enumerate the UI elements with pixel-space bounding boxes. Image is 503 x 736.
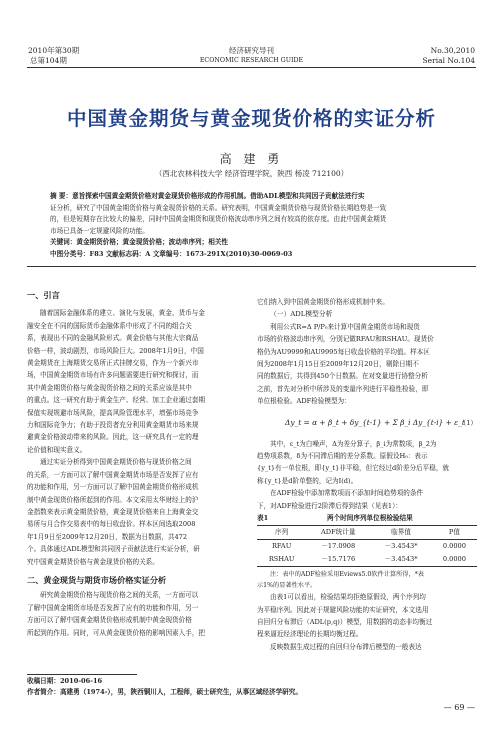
text-line: 其中黄金期货价格与黄金现货价格之间的关系应该是其中 [27,383,192,392]
text-line: 保值实现规避市场风险，提高风险管理水平，增强市场竞争 [27,408,199,417]
text-line: 示1%的显著性水平。 [257,582,317,590]
section-heading-intro: 一、引言 [27,290,60,300]
section-heading-analysis: 二、黄金现货与期货市场价格实证分析 [27,574,167,585]
text-line: 反映数据生成过程的自回归分布滞后模型的一般表达 [270,642,422,651]
text-line: 它们纳入到中国黄金期货价格形成机制中来。 [257,298,389,306]
text-line: 方面可以了解中国黄金期货价格形成机制中黄金现货价格 [27,616,192,625]
table-header-cell: 临界值 [391,528,411,537]
text-line: 金指数来表示黄金期货价格，黄金现货价格来自上海黄金交 [27,507,199,516]
table-cell: 0.0000 [442,555,466,564]
table-label: 表1 [257,514,269,523]
text-line: 称{y_t}是d阶单整的，记为I(d)。 [257,476,358,485]
text-line: 论价值和现实意义。 [27,445,87,454]
text-line: 单位根检验。ADF检验模型为： [257,397,351,406]
article-title: 中国黄金期货与黄金现货价格的实证分析 [66,107,436,130]
text-line: 由表1可以看出，检验结果均拒绝原假设，两个序列均 [270,593,426,602]
table-cell: RSHAU [268,555,295,564]
affiliation: （西北农林科技大学 经济管理学院，陕西 杨凌 712100） [154,169,349,178]
table-title: 两个时间序列单位根检验结果 [327,514,413,523]
text-line: 间为2008年1月15日至2009年12月20日，剔除日期不 [257,360,419,369]
text-line: 黄金期货在上海期货交易所正式挂牌交易，作为一个新兴市 [27,359,199,368]
text-line: 市场的价格波动串序列，分别记做RFAU和RSHAU。现货价 [257,335,434,344]
text-line: {y_t}有一单位根，即{y_t}非平稳，但它经过d阶差分后平稳，就 [257,464,450,473]
text-line: 趋势项系数，δ为不同滞后期的差分系数。原假设H₀：表示 [257,452,428,461]
table-header-cell: P值 [448,528,460,537]
text-line: 年1月9日至2009年12月20日，数据为日数据，共472 [27,532,188,541]
author-name: 高 建 勇 [219,152,284,166]
text-line: 个。具体通过ADL模型和共同因子贡献法进行实证分析，研 [27,545,200,554]
subsection-heading-adl: （一）ADL模型分析 [270,310,333,319]
text-line: 格仍为AU9999和AU9995每日收盘价格的平均值。样本区 [257,347,430,356]
text-line: 下，对ADF检验进行2阶滞后得到结果（见表1）： [257,501,402,510]
text-line: 场，中国黄金期货市场有许多问题需要进行研究和探讨，而 [27,371,199,380]
text-line: 其中，ε_t为白噪声，Δ为差分算子，β_i为常数项，β_2为 [270,439,437,448]
table-header-cell: 序列 [275,528,289,537]
text-line: 在ADF检验中添加常数项而不添加时间趋势项的条件 [270,489,424,498]
author-bio: 作者简介：高建勇（1974-），男，陕西铜川人，工程师，硕士研究生，从事区域经济学研究。 [27,688,302,696]
text-line: 注：表中的ADF检验采用Eviews5.0软件计算所得，*表 [270,571,424,579]
text-line: 避黄金价格波动带来的风险。因此，这一研究具有一定的理 [27,433,199,442]
received-date: 收稿日期：2010-06-16 [27,677,103,685]
page-number: — 69 — [443,703,475,712]
equation-block [257,408,477,438]
abstract-line: 的，但是短期存在比较大的偏差，同时中国黄金期货和现货价格波动串序列之间有较高的依存度。由此中国黄金期货 [50,215,387,223]
abstract-block [50,191,475,260]
journal-cn: 经济研究导刊 [229,46,274,55]
table-cell: RFAU [271,542,292,551]
journal-en: ECONOMIC RESEARCH GUIDE [199,57,304,64]
equation-number: （1） [459,418,477,427]
keywords: 关键词：黄金期货价格；黄金现货价格；波动串序列；相关性 [50,238,229,246]
text-line: 究中国黄金期货价格与黄金现货价格的关系。 [27,557,159,566]
text-line: 了解中国黄金期货市场是否发挥了应有的功能和作用，另一 [27,603,199,612]
text-line: 力和国际竞争力；有助于投资者充分利用黄金期货市场来规 [27,421,199,430]
text-line: 融安全在不同的国际货币金融体系中形成了不同的组合关 [27,321,192,330]
adf-equation: Δy_t = α + β_t + δy_{t-1} + Σ β_i Δy_{t-i} + ε_t [285,417,465,427]
table-cell: －3.4543* [384,542,418,551]
unit-root-table [257,525,477,567]
abstract-line: 证分析，研究了中国黄金期货价格与黄金现货价格的关系。研究表明，中国黄金期货价格与现货价格长期趋势是一致 [50,203,387,212]
footnote [27,676,477,698]
text-line: 研究黄金期货价格与现货价格之间的关系，一方面可以 [40,591,199,600]
abstract-line: 市场已具备一定规避风险的功能。 [50,226,149,235]
text-line: 随着国际金融体系的建立、演化与发展，黄金、货币与金 [40,309,205,318]
paragraph-1 [27,307,249,456]
text-line: 易所与月合作交易表中的每日收盘价。样本区间选取2008 [27,520,196,529]
table-note [257,569,477,591]
text-line: 价格一样，波动剧烈，市场风险巨大。2008年1月9日，中国 [27,346,204,355]
text-line: 利用公式R=Δ P/P₀来计算中国黄金期货市场和现货 [270,322,420,331]
issue-no: No.30,2010 [430,46,475,55]
header-rule [27,67,476,68]
text-line: 所起到的作用。同时，可从黄金现货价格的影响因素入手，把 [27,628,206,637]
table-cell: 0.0000 [442,542,466,551]
text-line: 的功能和作用，另一方面可以了解中国黄金期货价格形成机 [27,483,199,492]
text-line: 同的数据后，共得到450个日数据。在对变量进行协整分析 [257,372,428,381]
abstract-rule [27,266,476,267]
issue-label: 2010年第30期 [28,46,80,55]
table-cell: －15.7176 [321,555,356,564]
text-line: 的关系，一方面可以了解中国黄金期货市场是否发挥了应有 [27,470,199,479]
serial-no: Serial No.104 [422,56,475,65]
table-caption [257,512,477,525]
text-line: 之前，首先对分析中所涉及的变量序列进行平稳性检验，即 [257,384,429,393]
paragraph-2 [27,456,249,568]
table-header-row [257,526,477,540]
right-column [257,296,477,653]
text-line: 程来逼近经济理论的长期均衡过程。 [257,630,363,639]
table-header-cell: ADF统计量 [321,528,356,537]
text-line: 的重点。这一研究有助于黄金生产、经营、加工企业通过套期 [27,396,206,405]
text-line: 制中黄金现货价格所起到的作用。本文采用太华财经上的沪 [27,495,199,504]
text-line: 自回归分布滞后（ADL(p,q)）模型，用数据的动态非均衡过 [257,617,433,626]
footnote-rule [27,674,137,675]
text-line: 为平稳序列。因此对于规避风险功能的实证研究，本文选用 [257,605,429,614]
table-row [257,553,477,567]
table-cell: －3.4543* [384,555,418,564]
total-issue-label: 总第104期 [30,56,67,65]
paragraph-3 [27,589,249,639]
left-column [27,289,249,639]
text-line: 通过实证分析得到中国黄金期货价格与现货价格之间 [40,458,192,467]
classification: 中图分类号：F83 文献标志码：A 文章编号：1673-291X(2010)30-0069-03 [50,249,293,258]
table-row [257,540,477,554]
table-cell: －17.0908 [321,542,356,551]
text-line: 系，表现出不同的金融风险形式。黄金价格与其他大宗商品 [27,334,199,343]
abstract-line: 摘 要：意旨探索中国黄金期货价格对黄金现货价格形成的作用机制。借助ADL模型和共同因子贡献法进行实 [50,192,365,200]
